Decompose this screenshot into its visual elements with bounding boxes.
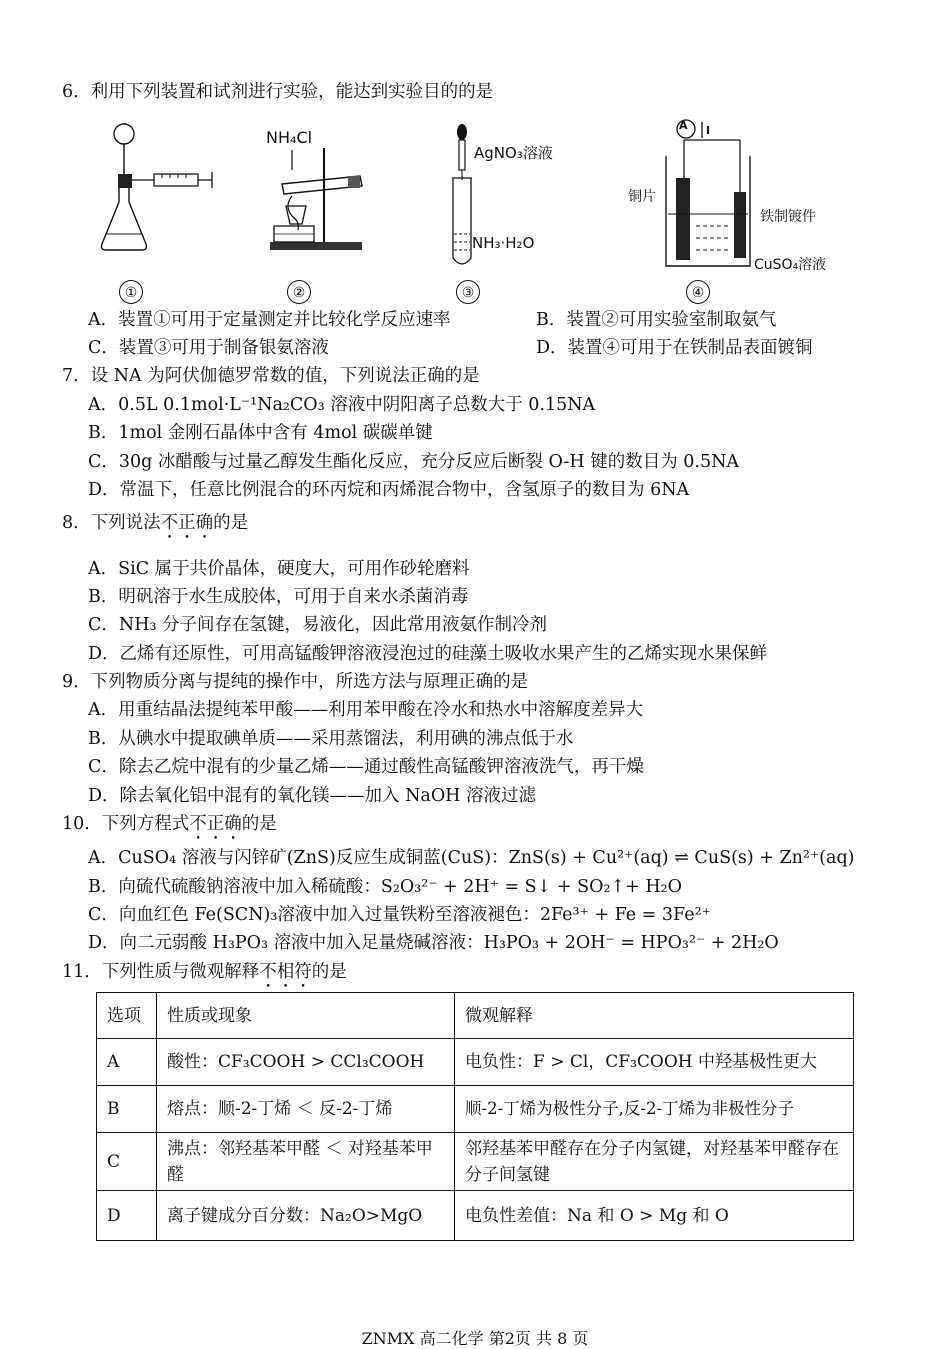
q8-emphasis: 不正确 <box>160 513 214 533</box>
figure-label-2: ② <box>287 280 311 304</box>
q7-option-c: C．30g 冰醋酸与过量乙醇发生酯化反应，充分反应后断裂 O-H 键的数目为 0.5NA <box>88 452 740 472</box>
figure-label-4: ④ <box>686 280 710 304</box>
q11-table <box>96 992 854 1241</box>
table-row <box>97 1086 854 1133</box>
row-c-property: 沸点：邻羟基苯甲醛 ＜ 对羟基苯甲醛 <box>157 1133 455 1191</box>
fig2-reagent-label: NH₄Cl <box>266 128 313 147</box>
figure-label-1: ① <box>119 280 143 304</box>
fig3-bottom-label: NH₃·H₂O <box>472 234 535 252</box>
q9-option-a: A．用重结晶法提纯苯甲酸——利用苯甲酸在冷水和热水中溶解度差异大 <box>88 700 644 720</box>
q10-option-b: B．向硫代硫酸钠溶液中加入稀硫酸：S₂O₃²⁻ + 2H⁺ = S↓ + SO₂↑+ H₂O <box>88 877 682 897</box>
q7-option-b: B．1mol 金刚石晶体中含有 4mol 碳碳单键 <box>88 423 433 443</box>
q11-stem: 11．下列性质与微观解释不相符的是 <box>62 962 347 982</box>
page-footer: ZNMX 高二化学 第2页 共 8 页 <box>361 1329 589 1348</box>
table-header-row <box>97 993 854 1039</box>
q7-stem: 7．设 NA 为阿伏伽德罗常数的值，下列说法正确的是 <box>62 366 480 386</box>
q7-option-d: D．常温下，任意比例混合的环丙烷和丙烯混合物中，含氢原子的数目为 6NA <box>88 480 690 500</box>
row-b-explanation: 顺-2-丁烯为极性分子,反-2-丁烯为非极性分子 <box>455 1086 854 1133</box>
table-row <box>97 1191 854 1241</box>
figure-2-heating-apparatus <box>262 146 372 256</box>
row-b-label: B <box>97 1086 157 1133</box>
q10-emphasis: 不正确 <box>189 814 242 834</box>
q8-option-d: D．乙烯有还原性，可用高锰酸钾溶液浸泡过的硅藻土吸收水果产生的乙烯实现水果保鲜 <box>88 644 768 664</box>
fig4-ammeter: A <box>679 119 688 132</box>
fig4-right-label: 铁制镀件 <box>760 209 816 225</box>
row-a-label: A <box>97 1039 157 1086</box>
header-explanation: 微观解释 <box>455 993 854 1039</box>
q8-stem: 8．下列说法不正确的是 <box>62 513 249 533</box>
q8-option-a: A．SiC 属于共价晶体，硬度大，可用作砂轮磨料 <box>88 559 470 579</box>
q10-option-d: D．向二元弱酸 H₃PO₃ 溶液中加入足量烧碱溶液：H₃PO₃ + 2OH⁻ = HPO₃²⁻ + 2H₂O <box>88 933 779 953</box>
row-d-property: 离子键成分百分数：Na₂O>MgO <box>157 1191 455 1241</box>
row-b-property: 熔点：顺-2-丁烯 ＜ 反-2-丁烯 <box>157 1086 455 1133</box>
row-d-explanation: 电负性差值：Na 和 O > Mg 和 O <box>455 1191 854 1241</box>
figure-3-test-tube <box>446 122 478 272</box>
table-row <box>97 1039 854 1086</box>
header-property: 性质或现象 <box>157 993 455 1039</box>
q6-option-a: A．装置①可用于定量测定并比较化学反应速率 <box>88 310 451 330</box>
q9-option-c: C．除去乙烷中混有的少量乙烯——通过酸性高锰酸钾溶液洗气，再干燥 <box>88 757 644 777</box>
figure-label-3: ③ <box>456 280 480 304</box>
row-d-label: D <box>97 1191 157 1241</box>
q9-stem: 9．下列物质分离与提纯的操作中，所选方法与原理正确的是 <box>62 672 529 692</box>
q11-emphasis: 不相符 <box>259 962 312 982</box>
row-a-explanation: 电负性：F > Cl，CF₃COOH 中羟基极性更大 <box>455 1039 854 1086</box>
figure-4-electroplating-cell <box>656 116 756 276</box>
table-row <box>97 1133 854 1191</box>
q6-option-c: C．装置③可用于制备银氨溶液 <box>88 338 329 358</box>
figure-1-flask-syringe <box>92 122 222 262</box>
fig3-top-label: AgNO₃溶液 <box>474 144 553 162</box>
fig4-left-label: 铜片 <box>628 189 656 205</box>
fig4-solution-label: CuSO₄溶液 <box>754 257 827 273</box>
row-c-label: C <box>97 1133 157 1191</box>
q7-option-a: A．0.5L 0.1mol·L⁻¹Na₂CO₃ 溶液中阴阳离子总数大于 0.15NA <box>88 395 596 415</box>
row-c-explanation: 邻羟基苯甲醛存在分子内氢键，对羟基苯甲醛存在分子间氢键 <box>455 1133 854 1191</box>
header-option: 选项 <box>97 993 157 1039</box>
q8-option-b: B．明矾溶于水生成胶体，可用于自来水杀菌消毒 <box>88 587 469 607</box>
q8-option-c: C．NH₃ 分子间存在氢键，易液化，因此常用液氨作制冷剂 <box>88 615 548 635</box>
q6-option-b: B．装置②可用实验室制取氨气 <box>536 310 777 330</box>
q10-option-a: A．CuSO₄ 溶液与闪锌矿(ZnS)反应生成铜蓝(CuS)：ZnS(s) + Cu²⁺(aq) ⇌ CuS(s) + Zn²⁺(aq) <box>88 848 855 868</box>
q9-option-b: B．从碘水中提取碘单质——采用蒸馏法，利用碘的沸点低于水 <box>88 729 574 749</box>
q10-option-c: C．向血红色 Fe(SCN)₃溶液中加入过量铁粉至溶液褪色：2Fe³⁺ + Fe = 3Fe²⁺ <box>88 905 711 925</box>
row-a-property: 酸性：CF₃COOH > CCl₃COOH <box>157 1039 455 1086</box>
q6-stem: 6．利用下列装置和试剂进行实验，能达到实验目的的是 <box>62 82 494 102</box>
q10-stem: 10．下列方程式不正确的是 <box>62 814 277 834</box>
q6-option-d: D．装置④可用于在铁制品表面镀铜 <box>536 338 813 358</box>
q9-option-d: D．除去氧化铝中混有的氧化镁——加入 NaOH 溶液过滤 <box>88 786 537 806</box>
